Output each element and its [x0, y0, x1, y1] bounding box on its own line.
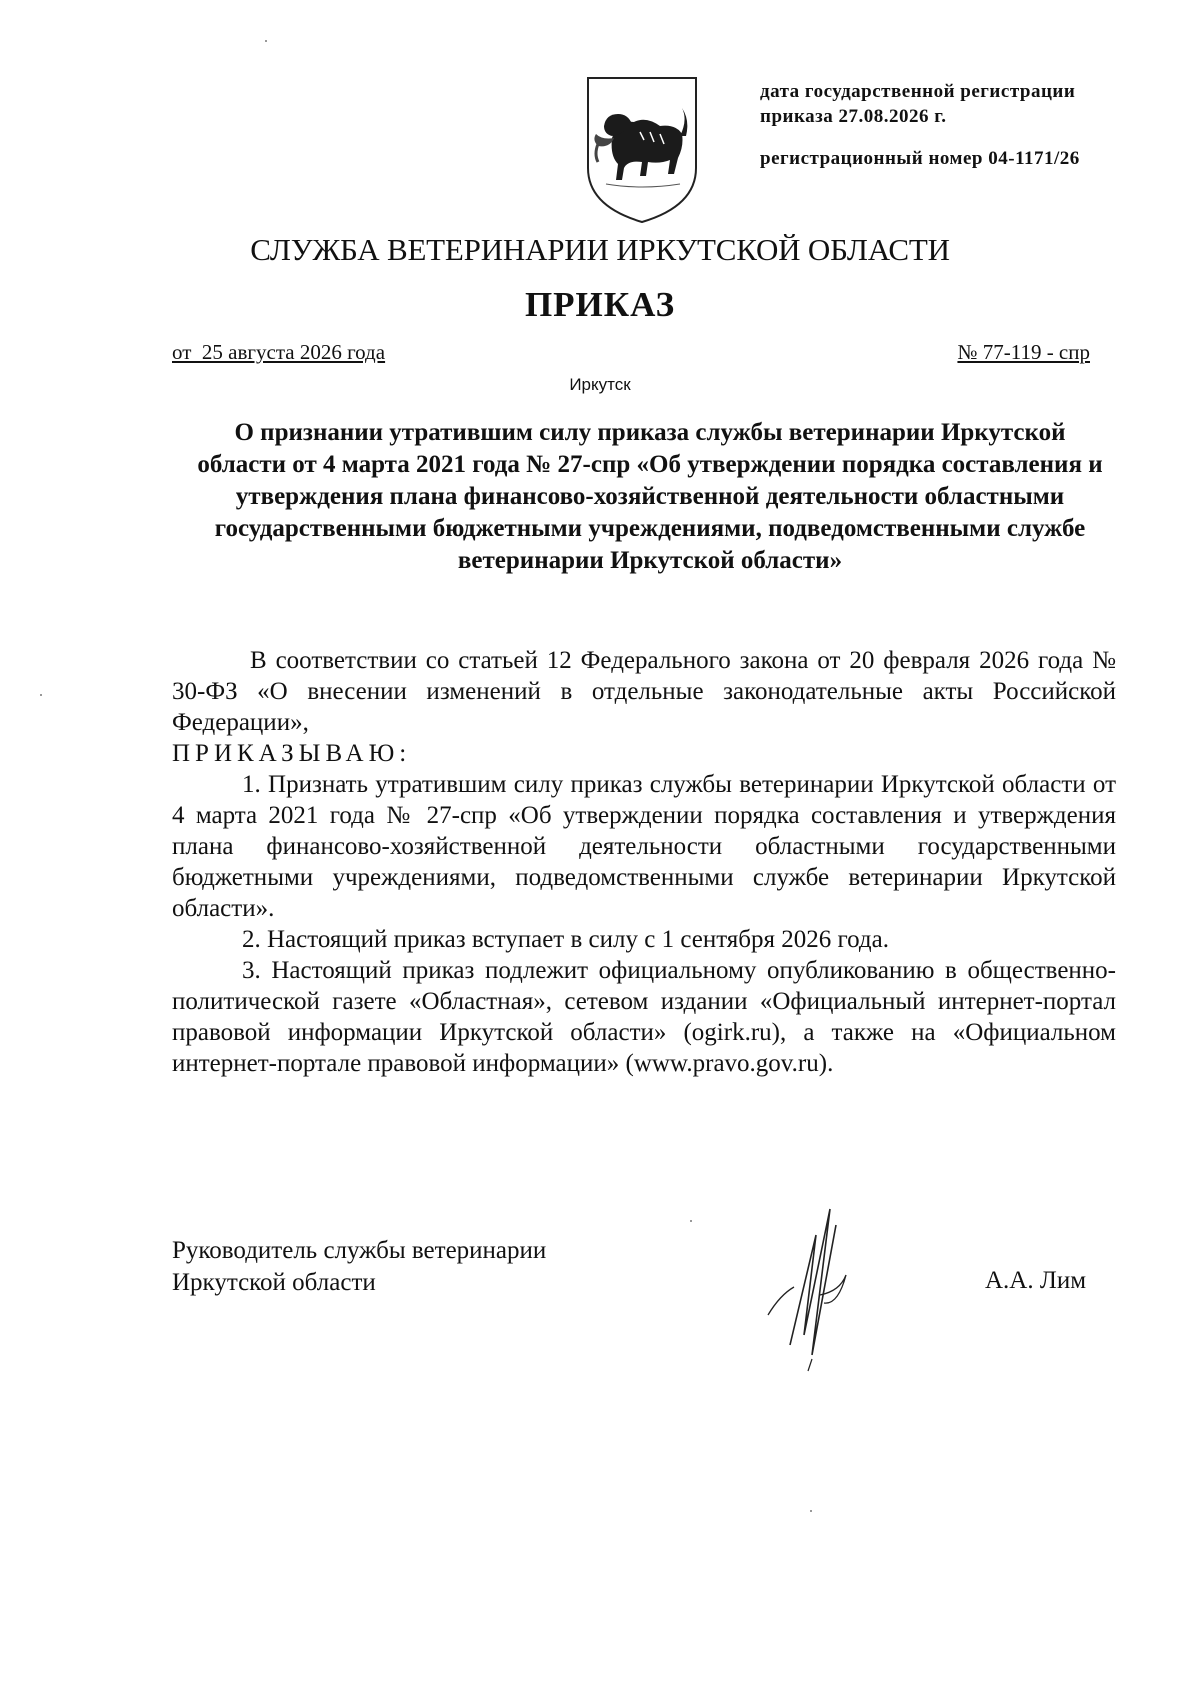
signatory-position-line: Руководитель службы ветеринарии [172, 1237, 547, 1264]
coat-of-arms-icon [584, 76, 700, 226]
scan-speck [810, 1510, 812, 1512]
city: Иркутск [569, 375, 631, 394]
document-type: ПРИКАЗ [524, 285, 676, 324]
handwritten-signature [760, 1195, 870, 1375]
order-item: 2. Настоящий приказ вступает в силу с 1 сентября 2026 года. [242, 926, 889, 953]
scan-speck [40, 694, 42, 696]
agency-title: СЛУЖБА ВЕТЕРИНАРИИ ИРКУТСКОЙ ОБЛАСТИ [250, 232, 950, 267]
preamble: В соответствии со статьей 12 Федерального закона от 20 февраля 2026 года № 30-ФЗ «О внесении изменений в отдельные законодательные акты Российской Федерации», [172, 647, 1116, 736]
signatory-name: А.А. Лим [985, 1267, 1087, 1294]
order-verb: ПРИКАЗЫВАЮ: [172, 740, 412, 767]
order-number: № 77-119 - спр [957, 340, 1090, 364]
scan-speck [690, 1220, 692, 1222]
registration-number: регистрационный номер 04-1171/26 [760, 148, 1080, 170]
registration-info [760, 80, 1140, 172]
scan-speck [265, 40, 267, 42]
signatory-position-line: Иркутской области [172, 1269, 376, 1296]
order-item: 3. Настоящий приказ подлежит официальному опубликованию в общественно-политической газете «Областная», сетевом издании «Официальный интернет-портал правовой информации Иркутской области» (ogirk.ru), а также на «Официальном интернет-портале правовой информации» (www.pravo.gov.ru). [172, 957, 1116, 1077]
order-date: от 25 августа 2026 года [172, 340, 386, 364]
order-subject: О признании утратившим силу приказа службы ветеринарии Иркутской области от 4 марта 2021 года № 27-спр «Об утверждении порядка составления и утверждения плана финансово-хозяйственной деятельности областными государственными бюджетными учреждениями, подведомственными службе ветеринарии Иркутской области» [197, 419, 1103, 574]
signatory-position [172, 1235, 546, 1299]
registration-date: приказа 27.08.2026 г. [760, 105, 947, 127]
registration-date-label: дата государственной регистрации [760, 81, 1076, 102]
order-body [172, 645, 1116, 1079]
order-item: 1. Признать утратившим силу приказ службы ветеринарии Иркутской области от 4 марта 2021 года № 27-спр «Об утверждении порядка составления и утверждения плана финансово-хозяйственной деятельности областными государственными бюджетными учреждениями, подведомственными службе ветеринарии Иркутской области». [172, 771, 1116, 922]
